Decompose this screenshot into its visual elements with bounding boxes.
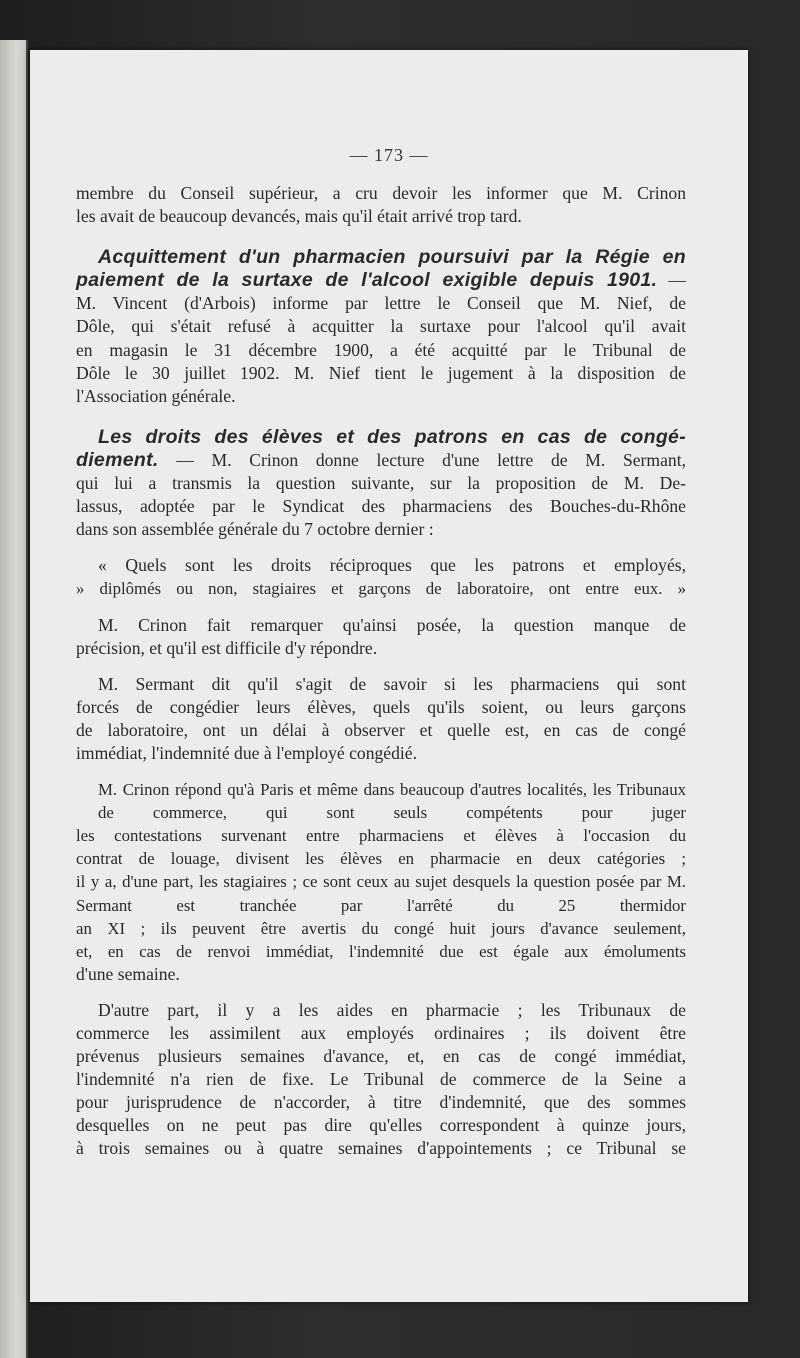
- text-line: contrat de louage, divisent les élèves en pharmacie en deux catégories ;: [76, 849, 686, 869]
- quote-line: » diplômés ou non, stagiaires et garçons de laboratoire, ont entre eux. »: [76, 579, 686, 599]
- text-line: de laboratoire, ont un délai à observer et quelle est, en cas de congé: [76, 719, 686, 740]
- text-line: à trois semaines ou à quatre semaines d'appointements ; ce Tribunal se: [76, 1138, 686, 1159]
- spacer: [76, 986, 686, 999]
- text-line: prévenus plusieurs semaines d'avance, et, en cas de congé immédiat,: [76, 1046, 686, 1067]
- text-run: — M. Crinon donne lecture d'une lettre de M. Sermant,: [158, 449, 686, 470]
- text-line: desquelles on ne peut pas dire qu'elles correspondent à quinze jours,: [76, 1115, 686, 1136]
- spacer: [76, 408, 686, 426]
- text-line: an XI ; ils peuvent être avertis du congé huit jours d'avance seulement,: [76, 918, 686, 938]
- text-line: Dôle le 30 juillet 1902. M. Nief tient le jugement à la disposition de: [76, 362, 686, 383]
- text-line: membre du Conseil supérieur, a cru devoir les informer que M. Crinon: [76, 183, 686, 203]
- section-heading-end: diement.: [76, 448, 159, 471]
- page-number: — 173 —: [349, 145, 429, 165]
- heading-dash: —: [657, 270, 686, 291]
- text-line: et, en cas de renvoi immédiat, l'indemnité due est égale aux émoluments: [76, 941, 686, 961]
- text-line: immédiat, l'indemnité due à l'employé congédié.: [76, 742, 418, 763]
- quote-line: « Quels sont les droits réciproques que les patrons et employés,: [98, 555, 686, 576]
- section-heading-line: [76, 449, 686, 472]
- section-heading: Les droits des élèves et des patrons en cas de congé-: [98, 425, 686, 448]
- text-line: qui lui a transmis la question suivante, sur la proposition de M. De-: [76, 473, 686, 494]
- text-line: M. Sermant dit qu'il s'agit de savoir si les pharmaciens qui sont: [98, 673, 686, 694]
- text-line: forcés de congédier leurs élèves, quels qu'ils soient, ou leurs garçons: [76, 696, 686, 717]
- text-line: M. Crinon fait remarquer qu'ainsi posée, la question manque de: [98, 614, 686, 635]
- text-line: dans son assemblée générale du 7 octobre dernier :: [76, 519, 434, 540]
- text-line: pour jurisprudence de n'accorder, à titre d'indemnité, que des sommes: [76, 1092, 686, 1113]
- text-line: commerce les assimilent aux employés ordinaires ; ils doivent être: [76, 1023, 686, 1043]
- text-line: précision, et qu'il est difficile d'y répondre.: [76, 637, 378, 658]
- spacer: [76, 541, 686, 554]
- page-body-text: [76, 182, 686, 1161]
- text-line: les contestations survenant entre pharmaciens et élèves à l'occasion du: [76, 826, 686, 846]
- text-line: en magasin le 31 décembre 1900, a été acquitté par le Tribunal de: [76, 339, 686, 360]
- text-line: M. Crinon répond qu'à Paris et même dans beaucoup d'autres localités, les Tribunaux de commerce, qui sont seuls compétents pour juger: [98, 780, 686, 823]
- text-line: D'autre part, il y a les aides en pharmacie ; les Tribunaux de: [98, 999, 686, 1020]
- section-heading: Acquittement d'un pharmacien poursuivi par la Régie en: [98, 246, 686, 269]
- section-heading-end: paiement de la surtaxe de l'alcool exigible depuis 1901.: [76, 269, 658, 292]
- text-line: M. Vincent (d'Arbois) informe par lettre le Conseil que M. Nief, de: [76, 293, 686, 314]
- text-line: l'indemnité n'a rien de fixe. Le Tribunal de commerce de la Seine a: [76, 1069, 686, 1090]
- facing-page-edge: [0, 40, 28, 1358]
- spacer: [76, 601, 686, 614]
- text-line: lassus, adoptée par le Syndicat des pharmaciens des Bouches-du-Rhône: [76, 496, 686, 517]
- text-line: Dôle, qui s'était refusé à acquitter la surtaxe pour l'alcool qu'il avait: [76, 316, 686, 337]
- section-heading-line: [76, 269, 686, 292]
- text-line: l'Association générale.: [76, 385, 236, 406]
- spacer: [76, 228, 686, 246]
- book-page: [30, 50, 748, 1302]
- text-line: les avait de beaucoup devancés, mais qu'il était arrivé trop tard.: [76, 206, 522, 227]
- spacer: [76, 660, 686, 673]
- text-line: il y a, d'une part, les stagiaires ; ce sont ceux au sujet desquels la question posée par M. Sermant est tranchée par l'arrêté du 25 thermidor: [76, 872, 686, 915]
- spacer: [76, 765, 686, 778]
- text-line: d'une semaine.: [76, 963, 180, 984]
